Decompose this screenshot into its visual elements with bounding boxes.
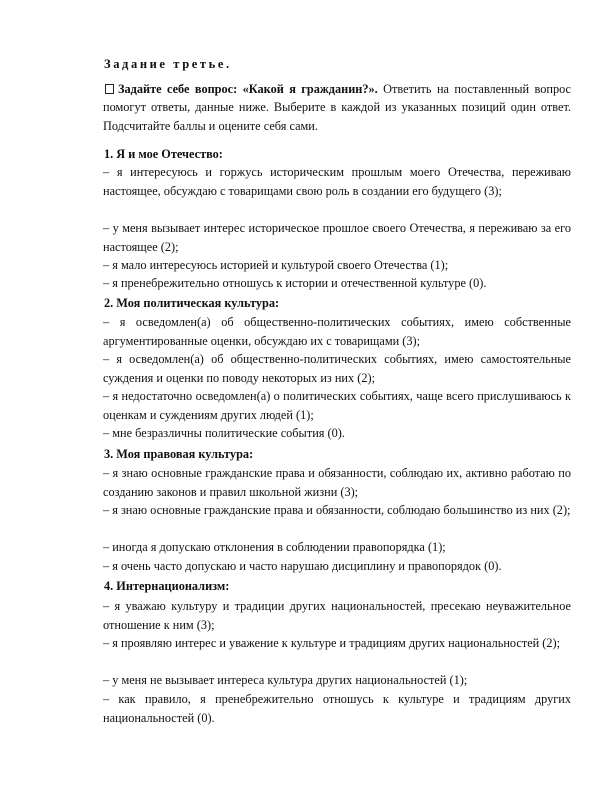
section-heading-fatherland: 1. Я и мое Отечество:: [104, 147, 223, 161]
list-item: – я интересуюсь и горжусь историческим прошлым моего Отечества, переживаю настоящее, обсуждаю с товарищами свою роль в создании его будущего (3);: [103, 165, 571, 198]
list-item: – я осведомлен(а) об общественно-политических событиях, имею самостоятельные суждения и оценки по поводу некоторых из них (2);: [103, 352, 571, 385]
list-item: – я недостаточно осведомлен(а) о политических событиях, чаще всего прислушиваюсь к оценкам и суждениям других людей (1);: [103, 389, 571, 422]
intro-instructions: Ответить на поставленный вопрос помогут ответы, данные ниже. Выберите в каждой из указанных позиций один ответ. Подсчитайте баллы и оцените себя сами.: [103, 82, 571, 133]
list-item: – я очень часто допускаю и часто нарушаю дисциплину и правопорядок (0).: [103, 559, 502, 573]
list-item: – как правило, я пренебрежительно отношусь к культуре и традициям других национальностей (0).: [103, 692, 571, 725]
section-heading-legal: 3. Моя правовая культура:: [104, 447, 254, 461]
section-heading-internationalism: 4. Интернационализм:: [104, 579, 230, 593]
list-item: – я осведомлен(а) об общественно-политических событиях, имею собственные аргументированные оценки, обсуждаю их с товарищами (3);: [103, 315, 571, 348]
list-item: – я уважаю культуру и традиции других национальностей, пресекаю неуважительное отношение к ним (3);: [103, 599, 571, 632]
list-item: – я знаю основные гражданские права и обязанности, соблюдаю большинство из них (2);: [103, 503, 571, 517]
list-item: – я мало интересуюсь историей и культурой своего Отечества (1);: [103, 258, 449, 272]
list-item: – у меня вызывает интерес историческое прошлое своего Отечества, я переживаю за его настоящее (2);: [103, 221, 571, 254]
list-item: – я проявляю интерес и уважение к культуре и традициям других национальностей (2);: [103, 636, 561, 650]
intro-paragraph: [103, 80, 571, 135]
list-item: – у меня не вызывает интереса культура других национальностей (1);: [103, 673, 468, 687]
task-title: Задание третье.: [104, 57, 232, 71]
list-item: – мне безразличны политические события (0).: [103, 426, 345, 440]
section-heading-political: 2. Моя политическая культура:: [104, 296, 280, 310]
list-item: – иногда я допускаю отклонения в соблюдении правопорядка (1);: [103, 540, 446, 554]
list-item: – я знаю основные гражданские права и обязанности, соблюдаю их, активно работаю по созданию законов и правил школьной жизни (3);: [103, 466, 571, 499]
intro-question: Задайте себе вопрос: «Какой я гражданин?».: [118, 82, 378, 96]
checkbox-bullet-icon: [105, 84, 114, 94]
list-item: – я пренебрежительно отношусь к истории и отечественной культуре (0).: [103, 276, 487, 290]
